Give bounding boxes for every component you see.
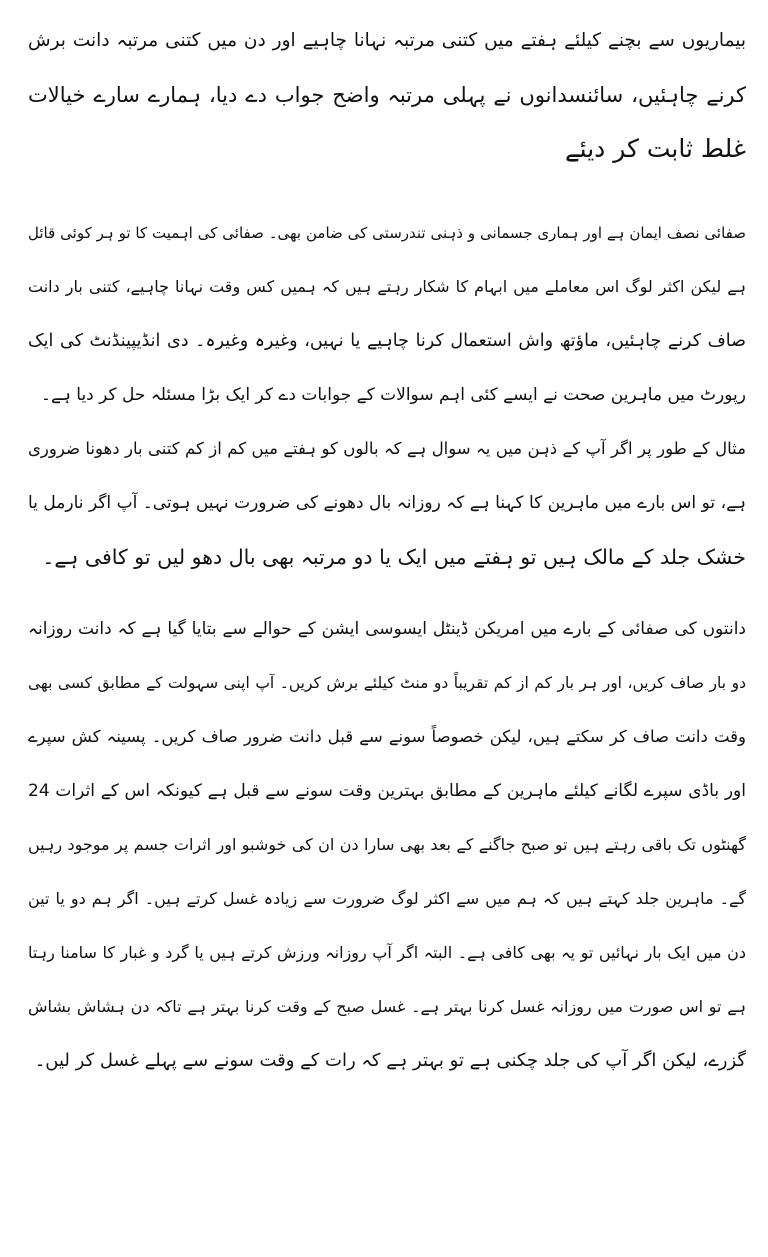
headline-paragraph <box>28 14 746 176</box>
intro-paragraph <box>28 206 746 422</box>
text-line: ہے لیکن اکثر لوگ اس معاملے میں ابہام کا شکار رہتے ہیں کہ ہمیں کس وقت نہانا چاہیے، کتنی بار دانت <box>28 277 746 296</box>
text-line: ہے تو اس صورت میں روزانہ غسل کرنا بہتر ہے۔ غسل صبح کے وقت کرنا بہتر ہے تاکہ دن ہشاش بشاش <box>28 997 746 1016</box>
text-line: مثال کے طور پر اگر آپ کے ذہن میں یہ سوال ہے کہ بالوں کو ہفتے میں کم از کم کتنی بار دھونا ضروری <box>28 439 746 458</box>
text-line: گے۔ ماہرین جلد کہتے ہیں کہ ہم میں سے اکثر لوگ ضرورت سے زیادہ غسل کرتے ہیں۔ اگر ہم دو یا تین <box>28 889 746 908</box>
text-line: غلط ثابت کر دیئے <box>565 134 746 163</box>
article-page <box>0 14 768 1257</box>
text-line: ہے، تو اس بارے میں ماہرین کا کہنا ہے کہ روزانہ بال دھونے کی ضرورت نہیں ہوتی۔ آپ اگر نارمل یا <box>28 493 746 513</box>
text-line: دن میں ایک بار نہائیں تو یہ بھی کافی ہے۔ البتہ اگر آپ روزانہ ورزش کرتے ہیں یا گرد و غبار کا سامنا رہتا <box>28 943 746 962</box>
text-line: گزرے، لیکن اگر آپ کی جلد چکنی ہے تو بہتر ہے کہ رات کے وقت سونے سے پہلے غسل کر لیں۔ <box>34 1050 746 1071</box>
text-line: دانتوں کی صفائی کے بارے میں امریکن ڈینٹل ایسوسی ایشن کے حوالے سے بتایا گیا ہے کہ دانت روزانہ <box>28 619 746 639</box>
text-line: رپورٹ میں ماہرین صحت نے ایسے کئی اہم سوالات کے جوابات دے کر ایک بڑا مسئلہ حل کر دیا ہے۔ <box>40 385 746 405</box>
text-line: صاف کرنے چاہئیں، ماؤتھ واش استعمال کرنا چاہیے یا نہیں، وغیرہ وغیرہ۔ دی انڈیپینڈنٹ کی ایک <box>28 331 746 351</box>
text-line: گھنٹوں تک باقی رہتے ہیں تو صبح جاگنے کے بعد بھی سارا دن ان کی خوشبو اور اثرات جسم پر موجود رہیں <box>28 835 746 854</box>
teeth-paragraph <box>28 602 746 1088</box>
text-line: اور باڈی سپرے لگانے کیلئے ماہرین کے مطابق بہترین وقت سونے سے قبل ہے کیونکہ اس کے اثرات 24 <box>28 781 746 801</box>
text-line: صفائی نصف ایمان ہے اور ہماری جسمانی و ذہنی تندرستی کی ضامن بھی۔ صفائی کی اہمیت کا تو ہر کوئی قائل <box>28 224 746 242</box>
text-line: بیماریوں سے بچنے کیلئے ہفتے میں کتنی مرتبہ نہانا چاہیے اور دن میں کتنی مرتبہ دانت برش <box>28 30 746 51</box>
text-line: وقت دانت صاف کر سکتے ہیں، لیکن خصوصاً سونے سے قبل دانت ضرور صاف کریں۔ پسینہ کش سپرے <box>28 727 746 746</box>
text-line: کرنے چاہئیں، سائنسدانوں نے پہلی مرتبہ واضح جواب دے دیا، ہمارے سارے خیالات <box>28 83 746 107</box>
text-line: دو بار صاف کریں، اور ہر بار کم از کم تقریباً دو منٹ کیلئے برش کریں۔ آپ اپنی سہولت کے مطابق کسی بھی <box>28 674 746 692</box>
hair-paragraph <box>28 422 746 584</box>
text-line: خشک جلد کے مالک ہیں تو ہفتے میں ایک یا دو مرتبہ بھی بال دھو لیں تو کافی ہے۔ <box>42 545 746 569</box>
